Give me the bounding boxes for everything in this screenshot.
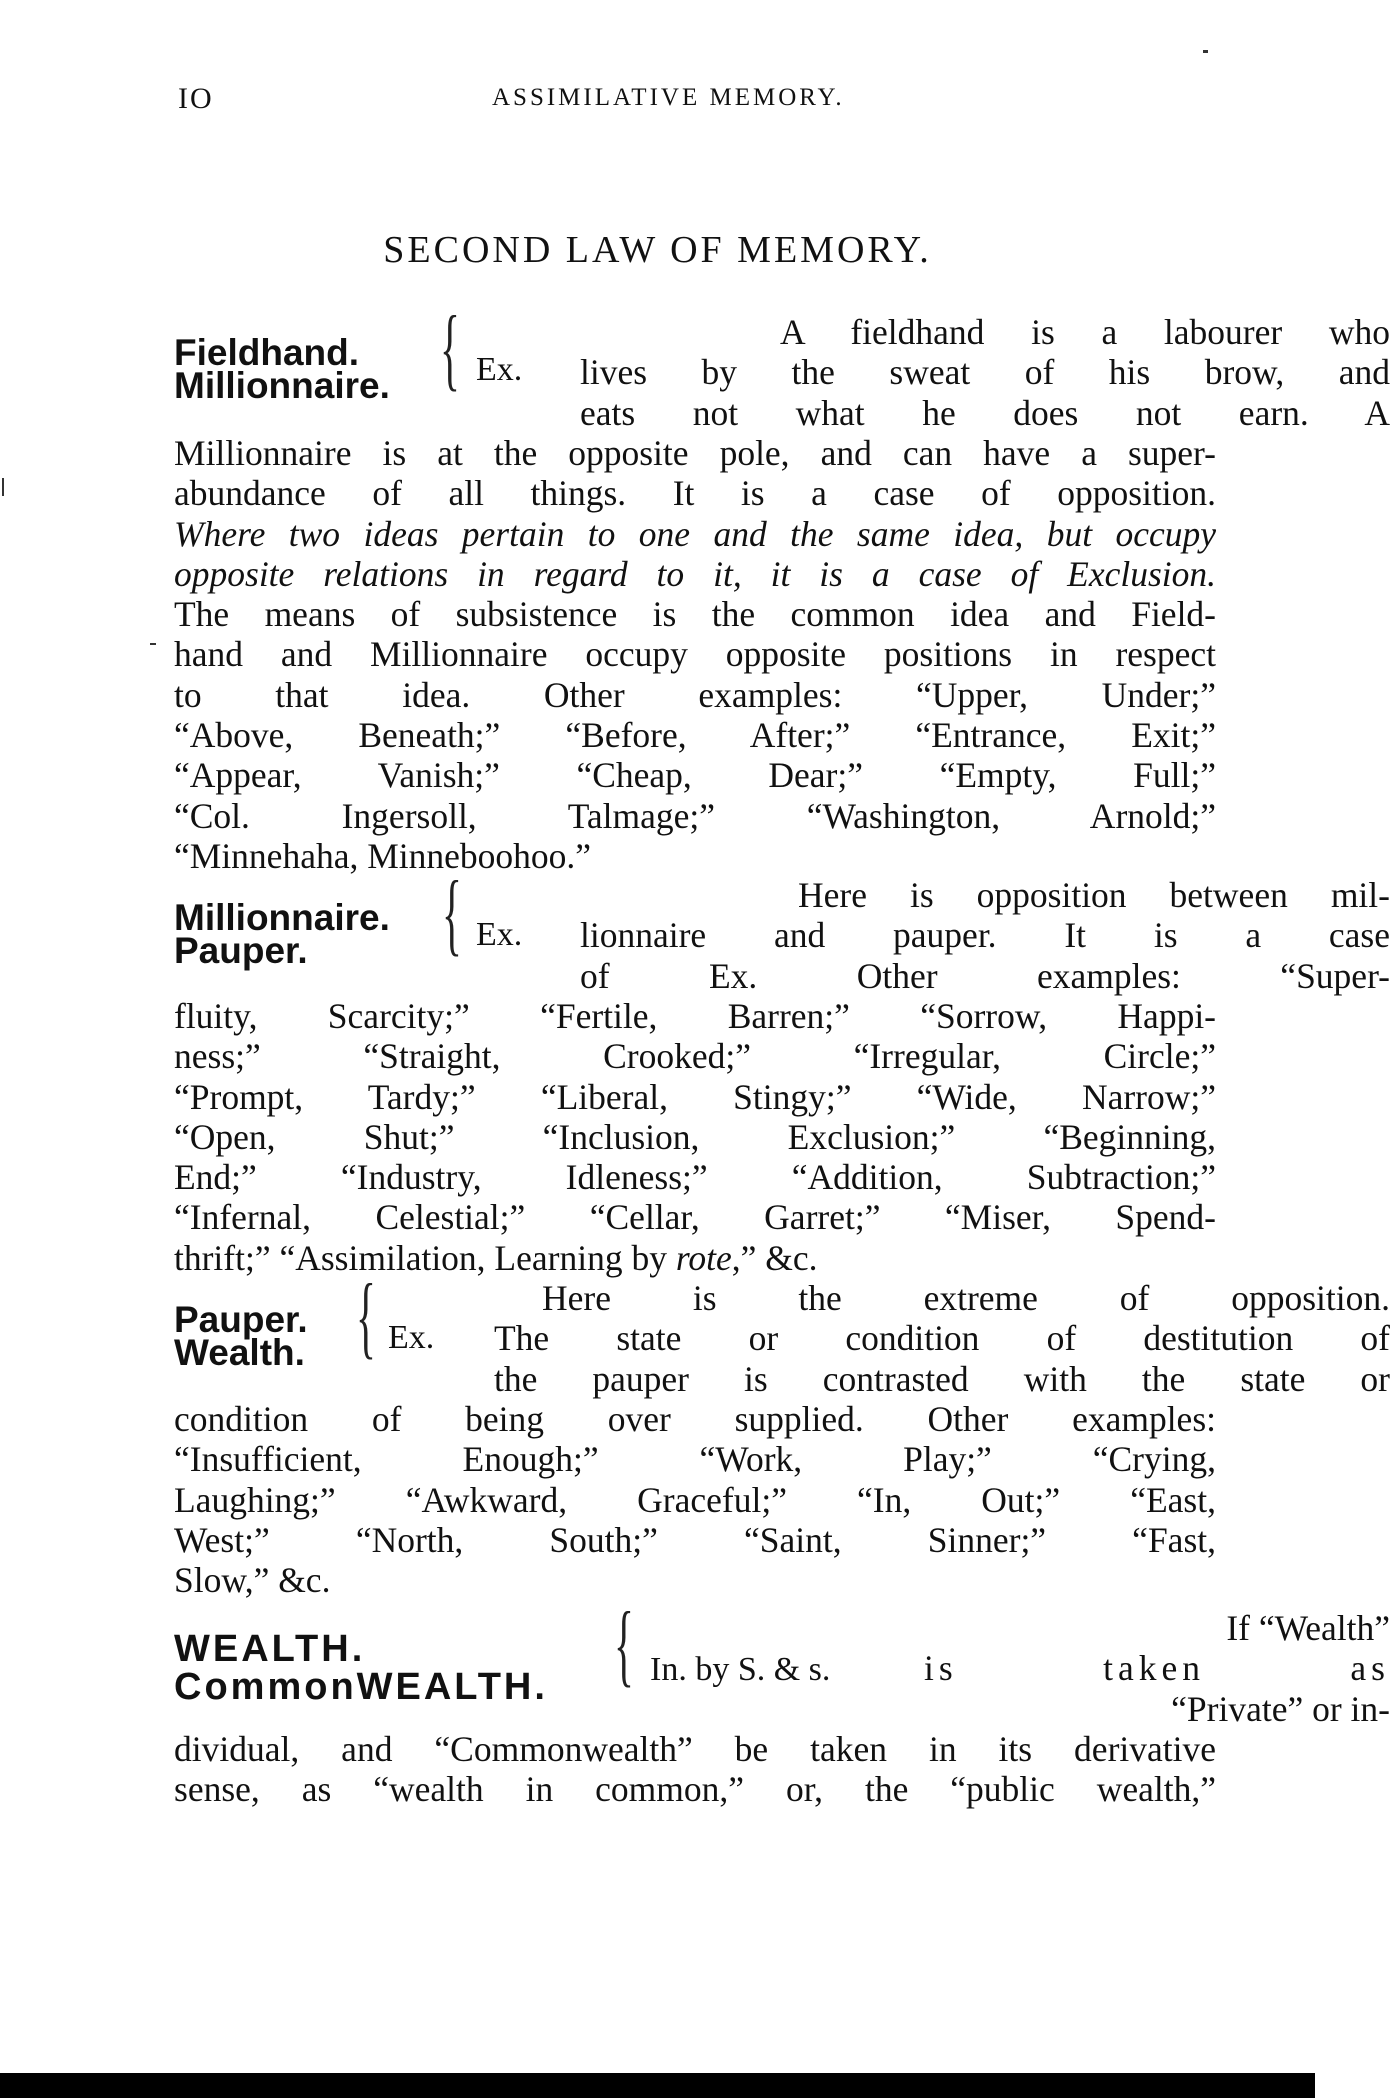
example-word: Pauper.	[174, 930, 308, 971]
text-line: The state or condition of destitution of	[494, 1318, 1390, 1359]
text-line: “Prompt, Tardy;” “Liberal, Stingy;” “Wide, Narrow;”	[174, 1076, 1216, 1117]
brace-mark: {	[440, 297, 460, 399]
example-word-pair	[174, 1299, 308, 1373]
example-word: Fieldhand.	[174, 332, 359, 373]
example-millionnaire-pauper	[174, 862, 1390, 1000]
relation-label: Ex.	[476, 351, 523, 388]
text-span: thrift;” “Assimilation, Learning by	[174, 1237, 676, 1278]
text-line: ness;” “Straight, Crooked;” “Irregular, Circle;”	[174, 1036, 1216, 1077]
text-line: “Insufficient, Enough;” “Work, Play;” “Crying,	[174, 1439, 1216, 1480]
italic-line: Where two ideas pertain to one and the same idea, but occupy	[174, 513, 1216, 554]
paragraph-exclusion	[174, 433, 1216, 876]
print-speck	[150, 643, 156, 645]
page-edge-shadow	[0, 2073, 1315, 2098]
example-side-text	[580, 875, 1390, 996]
text-line: Slow,” &c.	[174, 1560, 331, 1601]
text-line: sense, as “wealth in common,” or, the “public wealth,”	[174, 1769, 1216, 1810]
example-word: CommonWEALTH.	[174, 1666, 548, 1708]
text-line: Here is the extreme of opposition.	[542, 1278, 1390, 1318]
relation-label: Ex.	[388, 1319, 435, 1356]
brace-mark: {	[356, 1265, 376, 1367]
example-word: Millionnaire.	[174, 365, 390, 406]
text-line: The means of subsistence is the common idea and Field-	[174, 594, 1216, 635]
example-side-text	[494, 1278, 1390, 1399]
text-line: condition of being over supplied. Other examples:	[174, 1399, 1216, 1439]
relation-label: Ex.	[476, 916, 523, 953]
example-word-pair	[174, 897, 390, 971]
print-speck	[2, 478, 4, 496]
example-word: Millionnaire.	[174, 897, 390, 938]
text-line: lives by the sweat of his brow, and	[580, 352, 1390, 393]
section-title: SECOND LAW OF MEMORY.	[383, 229, 932, 271]
text-line: “Minnehaha, Minneboohoo.”	[174, 835, 592, 876]
relation-label: In. by S. & s.	[650, 1651, 831, 1688]
text-line: is taken as	[924, 1648, 1390, 1689]
text-line: End;” “Industry, Idleness;” “Addition, Subtraction;”	[174, 1157, 1216, 1198]
example-word: WEALTH.	[174, 1628, 366, 1670]
text-span: ,” &c.	[731, 1237, 818, 1278]
example-fieldhand-millionnaire	[174, 297, 1390, 437]
example-word: Pauper.	[174, 1299, 308, 1340]
text-line: West;” “North, South;” “Saint, Sinner;” “Fast,	[174, 1519, 1216, 1560]
text-line: “Open, Shut;” “Inclusion, Exclusion;” “Beginning,	[174, 1116, 1216, 1157]
paragraph-millionnaire-pauper	[174, 996, 1216, 1278]
text-line: Here is opposition between mil-	[798, 875, 1390, 915]
text-line	[174, 1238, 1216, 1278]
paragraph-pauper-wealth	[174, 1399, 1216, 1600]
text-line: fluity, Scarcity;” “Fertile, Barren;” “Sorrow, Happi-	[174, 996, 1216, 1036]
example-word-pair	[174, 1630, 548, 1706]
example-word: Wealth.	[174, 1332, 305, 1373]
text-line: Millionnaire is at the opposite pole, and can have a super-	[174, 433, 1216, 473]
text-line: “Appear, Vanish;” “Cheap, Dear;” “Empty, Full;”	[174, 755, 1216, 796]
example-side-text	[580, 312, 1390, 433]
text-line: eats not what he does not earn. A	[580, 392, 1390, 433]
example-wealth-commonwealth	[174, 1593, 1390, 1733]
running-title: ASSIMILATIVE MEMORY.	[492, 84, 845, 111]
page-number: IO	[178, 82, 214, 115]
example-word-pair	[174, 332, 390, 406]
italic-word: rote	[675, 1237, 732, 1278]
text-line: hand and Millionnaire occupy opposite positions in respect	[174, 634, 1216, 675]
example-side-text	[924, 1608, 1390, 1729]
print-speck	[1203, 50, 1208, 53]
text-line: A fieldhand is a labourer who	[780, 312, 1390, 352]
text-line: lionnaire and pauper. It is a case	[580, 915, 1390, 956]
text-line: Laughing;” “Awkward, Graceful;” “In, Out;” “East,	[174, 1479, 1216, 1520]
italic-line: opposite relations in regard to it, it is a case of Exclusion.	[174, 553, 1216, 594]
example-pauper-wealth	[174, 1265, 1390, 1403]
paragraph-wealth-commonwealth	[174, 1729, 1216, 1810]
text-line: “Above, Beneath;” “Before, After;” “Entrance, Exit;”	[174, 715, 1216, 756]
brace-mark: {	[442, 862, 462, 964]
text-line: dividual, and “Commonwealth” be taken in its derivative	[174, 1729, 1216, 1769]
brace-mark: {	[614, 1593, 634, 1695]
text-line: to that idea. Other examples: “Upper, Under;”	[174, 674, 1216, 715]
text-line: abundance of all things. It is a case of opposition.	[174, 473, 1216, 514]
text-line: “Infernal, Celestial;” “Cellar, Garret;” “Miser, Spend-	[174, 1197, 1216, 1238]
text-line: the pauper is contrasted with the state or	[494, 1358, 1390, 1399]
text-line: If “Wealth”	[1226, 1608, 1390, 1648]
text-line: “Private” or in-	[1171, 1688, 1390, 1729]
text-line: “Col. Ingersoll, Talmage;” “Washington, Arnold;”	[174, 795, 1216, 836]
text-line: of Ex. Other examples: “Super-	[580, 955, 1390, 996]
